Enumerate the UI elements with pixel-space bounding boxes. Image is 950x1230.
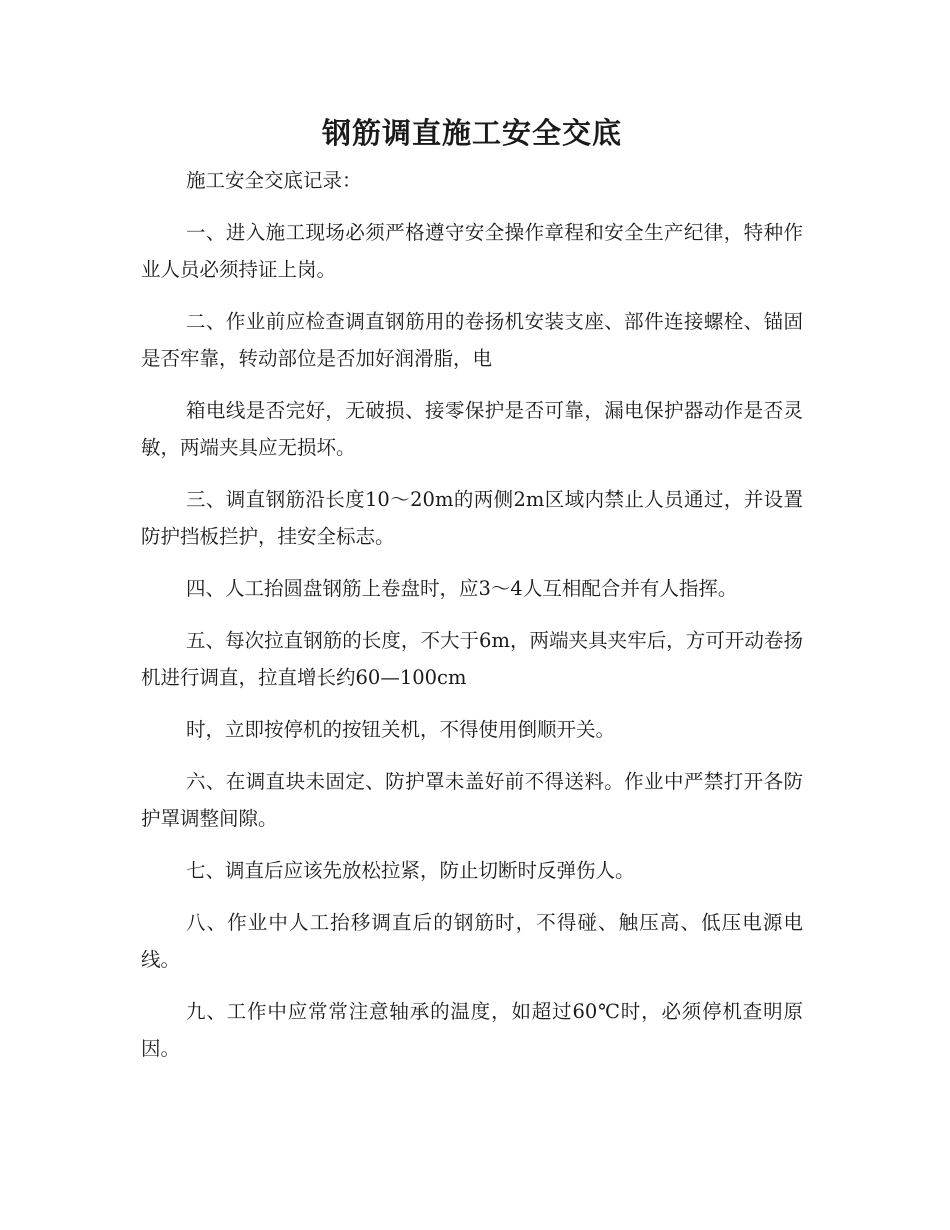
paragraph-item-7: 七、调直后应该先放松拉紧，防止切断时反弹伤人。 <box>186 859 635 882</box>
paragraph-item-5-cont: 时，立即按停机的按钮关机，不得使用倒顺开关。 <box>186 718 616 741</box>
paragraph-item-6: 六、在调直块未固定、防护罩未盖好前不得送料。作业中严禁打开各防护罩调整间隙。 <box>141 770 803 830</box>
document-title: 钢筋调直施工安全交底 <box>321 116 622 150</box>
paragraph-item-3: 三、调直钢筋沿长度10～20m的两侧2m区域内禁止人员通过，并设置防护挡板拦护，挂安全标志。 <box>141 488 803 548</box>
paragraph-intro: 施工安全交底记录： <box>186 169 362 192</box>
paragraph-item-8: 八、作业中人工抬移调直后的钢筋时，不得碰、触压高、低压电源电线。 <box>141 911 803 971</box>
paragraph-item-9: 九、工作中应常常注意轴承的温度，如超过60℃时，必须停机查明原因。 <box>141 1000 803 1060</box>
paragraph-item-5: 五、每次拉直钢筋的长度，不大于6m，两端夹具夹牢后，方可开动卷扬机进行调直，拉直增长约60—100cm <box>141 629 803 689</box>
document-page <box>141 108 803 1082</box>
paragraph-item-4: 四、人工抬圆盘钢筋上卷盘时，应3～4人互相配合并有人指挥。 <box>186 577 738 600</box>
paragraph-item-2: 二、作业前应检查调直钢筋用的卷扬机安装支座、部件连接螺栓、锚固是否牢靠，转动部位是否加好润滑脂，电 <box>141 310 803 370</box>
paragraph-item-2-cont: 箱电线是否完好，无破损、接零保护是否可靠，漏电保护器动作是否灵敏，两端夹具应无损坏。 <box>141 399 803 459</box>
paragraph-item-1: 一、进入施工现场必须严格遵守安全操作章程和安全生产纪律，特种作业人员必须持证上岗。 <box>141 221 803 281</box>
